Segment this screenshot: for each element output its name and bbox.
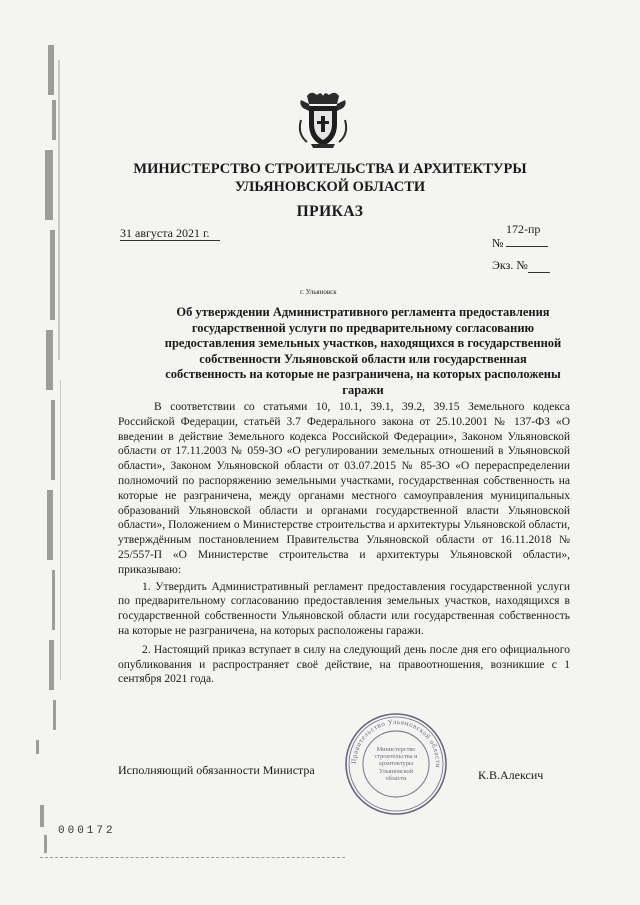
document-number bbox=[492, 222, 548, 250]
ministry-line-1: МИНИСТЕРСТВО СТРОИТЕЛЬСТВА И АРХИТЕКТУРЫ bbox=[133, 161, 527, 177]
copy-number-line bbox=[528, 262, 550, 273]
ministry-name bbox=[120, 160, 540, 196]
document-number-value: 172-пр bbox=[506, 222, 541, 236]
document-subject: Об утверждении Административного регламента предоставления государственной услуги по предварительному согласованию предоставления земельных участков, находящихся в государственной собственности Ульяновской области или государственная собственность на которые не разграничена, на которых расположены гаражи bbox=[164, 305, 562, 397]
stamp-inner-text: Министерство строительства и архитектуры Ульяновской области bbox=[374, 746, 418, 782]
date-underline bbox=[120, 240, 220, 241]
coat-of-arms-emblem bbox=[297, 90, 349, 150]
document-number-label: № bbox=[492, 236, 548, 250]
body-paragraph-1: В соответствии со статьями 10, 10.1, 39.1, 39.2, 39.15 Земельного кодекса Российской Федерации, статьёй 3.7 Федерального закона от 25.10.2001 № 137-ФЗ «О введении в действие Земельного кодекса Российской Федерации», Законом Ульяновской области от 17.11.2003 № 059-ЗО «О регулировании земельных отношений в Ульяновской области», Законом Ульяновской области от 03.07.2015 № 85-ЗО «О перераспределении полномочий по распоряжению земельными участками, государственная собственность на которые не разграничена, между органами местного самоуправления муниципальных образований Ульяновской области и органами государственной власти Ульяновской области», Положением о Министерстве строительства и архитектуры Ульяновской области, утверждённым постановлением Правительства Ульяновской области от 16.11.2018 № 25/557-П «О Министерстве строительства и архитектуры Ульяновской области», приказываю: bbox=[118, 401, 570, 576]
stamp-ring-text: Правительство Ульяновской области bbox=[349, 717, 443, 769]
city: г. Ульяновск bbox=[300, 288, 337, 296]
document-body bbox=[118, 400, 570, 687]
signatory-title: Исполняющий обязанности Министра bbox=[118, 763, 315, 777]
copy-number bbox=[492, 258, 550, 273]
signatory-name: К.В.Алексич bbox=[478, 768, 544, 782]
ministry-line-2: УЛЬЯНОВСКОЙ ОБЛАСТИ bbox=[234, 179, 426, 195]
copy-number-label: Экз. № bbox=[492, 258, 528, 272]
body-paragraph-3: 2. Настоящий приказ вступает в силу на следующий день после дня его официального опубликования и распространяет своё действие, на правоотношения, возникшие с 1 сентября 2021 года. bbox=[118, 643, 570, 686]
body-paragraph-2: 1. Утвердить Административный регламент предоставления государственной услуги по предварительному согласованию предоставления земельных участков, находящихся в государственной собственности Ульяновской области или государственная собственность на которые не разграничена, на которых расположены гаражи. bbox=[118, 580, 570, 637]
document-date: 31 августа 2021 г. bbox=[120, 226, 210, 240]
scan-edge-noise bbox=[0, 0, 70, 905]
footer-divider bbox=[40, 857, 345, 858]
document-type: ПРИКАЗ bbox=[296, 203, 364, 220]
registration-number-stamp: 000172 bbox=[58, 825, 116, 837]
official-seal-stamp bbox=[344, 712, 448, 816]
